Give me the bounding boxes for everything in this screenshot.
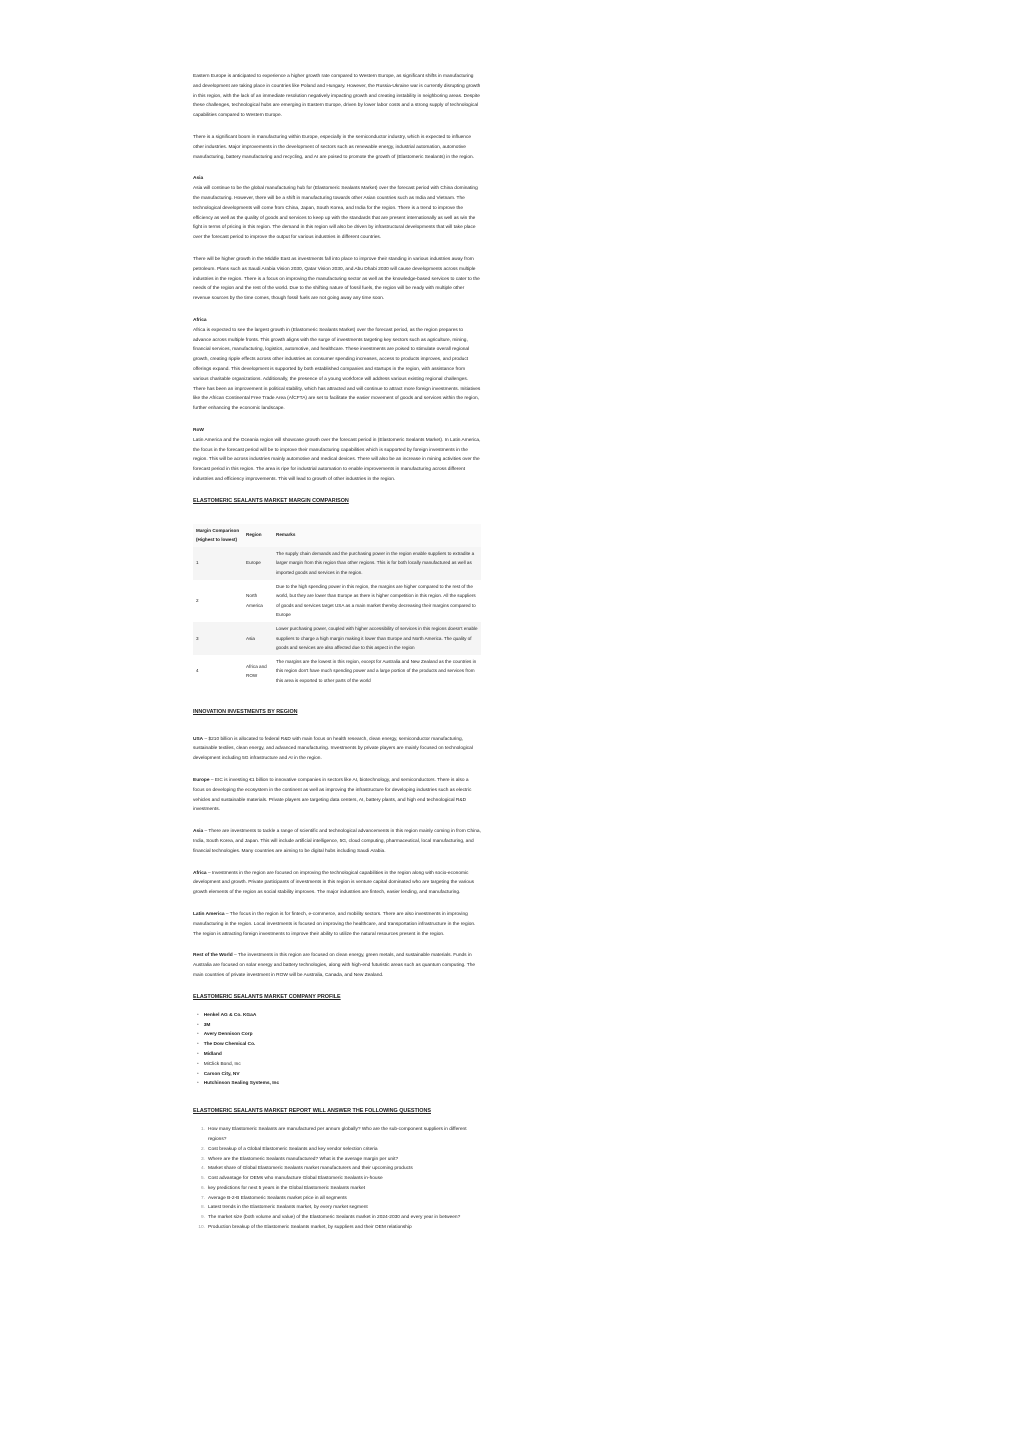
innovation-label: Asia [193, 829, 204, 835]
row-paragraph: Latin America and the Oceania region will showcase growth over the forecast period in (Elastomeric Sealants Market). In Latin America, the focus in the forecast period will be to improve their manufacturing capabilities which is supported by foreign investments in the region. This will be across industries mainly automotive and medical devices. There will also be an increase in mining activities over the forecast period in this region. The area is ripe for industrial automation to enable improvements in manufacturing across different industries and efficiency improvements. This will lead to growth of other industries in the region. [193, 437, 481, 482]
remarks-cell: The margins are the lowest in this region, except for Australia and New Zealand as the countries in this region don't have much spending power and a large portion of the products and services from this area is exported to other parts of the world [276, 658, 477, 683]
column-header: Margin Comparison (Highest to lowest) [193, 524, 243, 547]
questions-list [197, 1125, 481, 1233]
document-body [193, 72, 481, 1233]
rank-cell: 4 [196, 668, 199, 674]
africa-paragraph: Africa is expected to see the largest growth in (Elastomeric Sealants Market) over the forecast period, as the region prepares to advance across multiple fronts. This growth aligns with the surge of investments targeting key sectors such as agriculture, mining, financial services, manufacturing, logistics, automotive, and healthcare. These investments are poised to stimulate overall regional growth, creating ripple effects across other industries as consumer spending increases, access to products improves, and product offerings expand. This development is supported by both established companies and startups in the region, with assistance from various charitable organizations. Additionally, the presence of a young workforce will address various existing regional challenges. There has been an improvement in political stability, which has attracted and will continue to attract more foreign investments. Initiatives like the African Continental Free Trade Area (AfCFTA) are set to facilitate the easier movement of goods and services within the region, further enhancing the economic landscape. [193, 327, 481, 412]
list-item: 5. Cost advantage for OEMs who manufacture Global Elastomeric Sealants in-house [197, 1174, 481, 1184]
list-item: • Hutchinson Sealing Systems, Inc [197, 1079, 481, 1089]
table-row [193, 655, 481, 688]
rank-cell: 3 [193, 622, 243, 655]
company-list [197, 1011, 481, 1089]
remarks-cell: The supply chain demands and the purchasing power in the region enable suppliers to extradite a larger margin from this region than other regions. This is for both locally manufactured as well as imported goods and services in the region. [273, 547, 481, 580]
innovation-item-europe [193, 776, 481, 815]
list-item: • MiClick Bond, Inc [197, 1060, 481, 1070]
innovation-label: Africa [193, 870, 207, 876]
question-text: Latest trends in the Elastomeric Sealants market, by every market segment [208, 1205, 368, 1211]
innovation-label: Rest of the World [193, 953, 233, 959]
list-item: 7. Average B-2-B Elastomeric Sealants market price in all segments [197, 1194, 481, 1204]
table-row [193, 622, 481, 655]
intro-paragraph-2: There is a significant boom in manufacturing within Europe, especially in the semiconductor industry, which is expected to influence other industries. Major improvements in the development of sectors such as renewable energy, industrial automation, automotive manufacturing, battery manufacturing and recycling, and AI are poised to promote the growth of (Elastomeric Sealants) in the region. [193, 134, 475, 160]
region-row [193, 426, 481, 485]
list-item: • The Dow Chemical Co. [197, 1040, 481, 1050]
list-item: 1. How many Elastomeric Sealants are manufactured per annum globally? Who are the sub-component suppliers in different regions? [197, 1125, 481, 1145]
innovation-item-asia [193, 827, 481, 856]
company-profile-heading: ELASTOMERIC SEALANTS MARKET COMPANY PROFILE [193, 993, 341, 1000]
region-heading-africa: Africa [193, 317, 207, 323]
innovation-text: – The focus in the region is for fintech, e-commerce, and mobility sectors. There are also investments in improving manufacturing in the region. Local investments is focused on improving the healthcare, and transportation infrastructure in the region. The region is attracting foreign investments to improve their ability to utilize the natural resources present in the region. [193, 911, 476, 937]
innovation-label: USA [193, 736, 204, 742]
innovation-item-usa [193, 735, 481, 764]
question-text: Production breakup of the Elastomeric Sealants market, by suppliers and their OEM relationship [208, 1225, 412, 1231]
table-row [193, 547, 481, 580]
question-text: Average B-2-B Elastomeric Sealants market price in all segments [208, 1195, 347, 1201]
list-item: 9. The market size (both volume and value) of the Elastomeric Sealants market in 2024-2030 and every year in between? [197, 1213, 481, 1223]
question-text: The market size (both volume and value) of the Elastomeric Sealants market in 2024-2030 and every year in between? [208, 1215, 461, 1221]
list-item: 2. Cost breakup of a Global Elastomeric Sealants and key vendor selection criteria [197, 1145, 481, 1155]
asia-paragraph-1: Asia will continue to be the global manufacturing hub for (Elastomeric Sealants Market) over the forecast period with China dominating the manufacturing. However, there will be a shift in manufacturing towards other Asian countries such as India and Vietnam. The technological developments will come from China, Japan, South Korea, and India for the region. There is a trend to improve the efficiency as well as the quality of goods and services to keep up with the standards that are present internationally as well as win the fight in terms of pricing in this region. The demand in this region will also be driven by infrastructural developments that will take place over the forecast period to improve the output for various industries in different countries. [193, 186, 478, 241]
innovation-item-rest-of-world [193, 951, 481, 980]
list-item: 4. Market share of Global Elastomeric Sealants market manufacturers and their upcoming products [197, 1164, 481, 1174]
innovation-text: – There are investments to tackle a range of scientific and technological advancements in this region mainly coming in from China, India, South Korea, and Japan. This will include artificial intelligence, 5G, cloud computing, pharmaceutical, local manufacturing, and financial technologies. Many countries are aiming to be digital hubs including Saudi Arabia. [193, 829, 481, 854]
list-item: 3. Where are the Elastomeric Sealants manufactured? What is the average margin per unit? [197, 1155, 481, 1165]
column-header: Region [243, 524, 273, 547]
innovation-item-africa [193, 869, 481, 898]
report-questions-heading: ELASTOMERIC SEALANTS MARKET REPORT WILL ANSWER THE FOLLOWING QUESTIONS [193, 1108, 431, 1115]
table-header-row [193, 524, 481, 547]
remarks-cell: Lower purchasing power, coupled with higher accessibility of services in this regions doesn't enable suppliers to charge a high margin making it lower than Europe and North America. The quality of goods and services are also affected due to this aspect in the region [273, 622, 481, 655]
column-header: Remarks [273, 524, 481, 547]
region-heading-asia: Asia [193, 176, 204, 182]
margin-comparison-table [193, 524, 481, 688]
list-item: 10. Production breakup of the Elastomeric Sealants market, by suppliers and their OEM relationship [197, 1223, 481, 1233]
innovation-text: – Investments in the region are focused on improving the technological capabilities in the region along with socio-economic development and growth. Private participants of investments in this region is venture capital dominated who are targeting the various growth elements of the region as social stability improves. The major industries are fintech, easier lending, and manufacturing. [193, 870, 475, 896]
rank-cell: 1 [193, 547, 243, 580]
intro-paragraph-1: Eastern Europe is anticipated to experience a higher growth rate compared to Western Europe, as significant shifts in manufacturing and development are taking place in countries like Poland and Hungary. However, the Russia-Ukraine war is currently disrupting growth in this region, with the lack of an immediate resolution negatively impacting growth and creating instability in neighboring areas. Despite these challenges, technological hubs are emerging in Eastern Europe, driven by lower labor costs and a strong supply of technological capabilities compared to Western Europe. [193, 74, 481, 119]
list-item: • Midland [197, 1050, 481, 1060]
region-africa [193, 316, 481, 414]
innovation-text: – EIC is investing €1 billion to innovative companies in sectors like AI, biotechnology, and semiconductors. There is also a focus on developing the ecosystem in the continent as well as improving the infrastructure for developing industries such as electric vehicles and sustainable materials. Private players are targeting data centers, AI, battery plants, and high end technological R&D investments. [193, 777, 472, 813]
question-text: Cost breakup of a Global Elastomeric Sealants and key vendor selection criteria [208, 1146, 378, 1152]
innovation-text: – $210 billion is allocated to federal R&D with main focus on health research, clean energy, semiconductor manufacturing, sustainable textiles, clean energy, and advanced manufacturing. Investments by private players are mainly focused on technological development including 5G infrastructure and AI in the region. [193, 736, 473, 762]
question-text: Cost advantage for OEMs who manufacture Global Elastomeric Sealants in-house [208, 1176, 383, 1182]
list-item: 6. key predictions for next 5 years in the Global Elastomeric Sealants market [197, 1184, 481, 1194]
question-text: key predictions for next 5 years in the Global Elastomeric Sealants market [208, 1185, 366, 1191]
rank-cell: 2 [196, 598, 199, 604]
innovation-text: – The investments in this region are focused on clean energy, green metals, and sustainable materials. Funds in Australia are focused on solar energy and battery technologies, along with high-end futuristic areas such as quantum computing. The main countries of private investment in ROW will be Australia, Canada, and New Zealand. [193, 953, 476, 978]
list-item: • 3M [197, 1021, 481, 1031]
question-text: How many Elastomeric Sealants are manufactured per annum globally? Who are the sub-component suppliers in different regions? [208, 1127, 467, 1142]
innovation-label: Europe [193, 777, 210, 783]
list-item: • Carson City, NV [197, 1070, 481, 1080]
region-cell: Europe [243, 547, 273, 580]
remarks-cell: Due to the high spending power in this region, the margins are higher compared to the rest of the world, but they are lower than Europe as there is higher competition in this region. All the suppliers of goods and services target USA as a main market thereby decreasing their margins compared to Europe [276, 583, 476, 618]
region-cell: Asia [243, 622, 273, 655]
question-text: Where are the Elastomeric Sealants manufactured? What is the average margin per unit? [208, 1156, 399, 1162]
region-cell: Africa and ROW [246, 663, 267, 679]
table-row [193, 580, 481, 622]
list-item: • Henkel AG & Co. KGaA [197, 1011, 481, 1021]
innovation-item-latin-america [193, 910, 481, 939]
region-asia [193, 174, 481, 304]
list-item: 8. Latest trends in the Elastomeric Sealants market, by every market segment [197, 1203, 481, 1213]
region-cell: North America [246, 593, 263, 608]
asia-paragraph-2: There will be higher growth in the Middle East as investments fall into place to improve their standing in various industries away from petroleum. Plans such as Saudi Arabia Vision 2030, Qatar Vision 2030, and Abu Dhabi 2030 will cause developments across multiple industries in the region. There is a focus on improving the manufacturing sector as well as the knowledge-based services to cater to the needs of the region and the rest of the world. Due to the shifting nature of fossil fuels, the region will be ready with multiple other revenue sources by the time comes, though fossil fuels are not going away any time soon. [193, 256, 480, 302]
question-text: Market share of Global Elastomeric Sealants market manufacturers and their upcoming products [208, 1166, 413, 1172]
region-heading-row: RoW [193, 427, 204, 433]
list-item: • Avery Dennison Corp [197, 1030, 481, 1040]
innovation-label: Latin America [193, 911, 225, 917]
margin-comparison-heading: ELASTOMERIC SEALANTS MARKET MARGIN COMPARISON [193, 497, 349, 504]
innovation-investments-heading: INNOVATION INVESTMENTS BY REGION [193, 708, 298, 715]
